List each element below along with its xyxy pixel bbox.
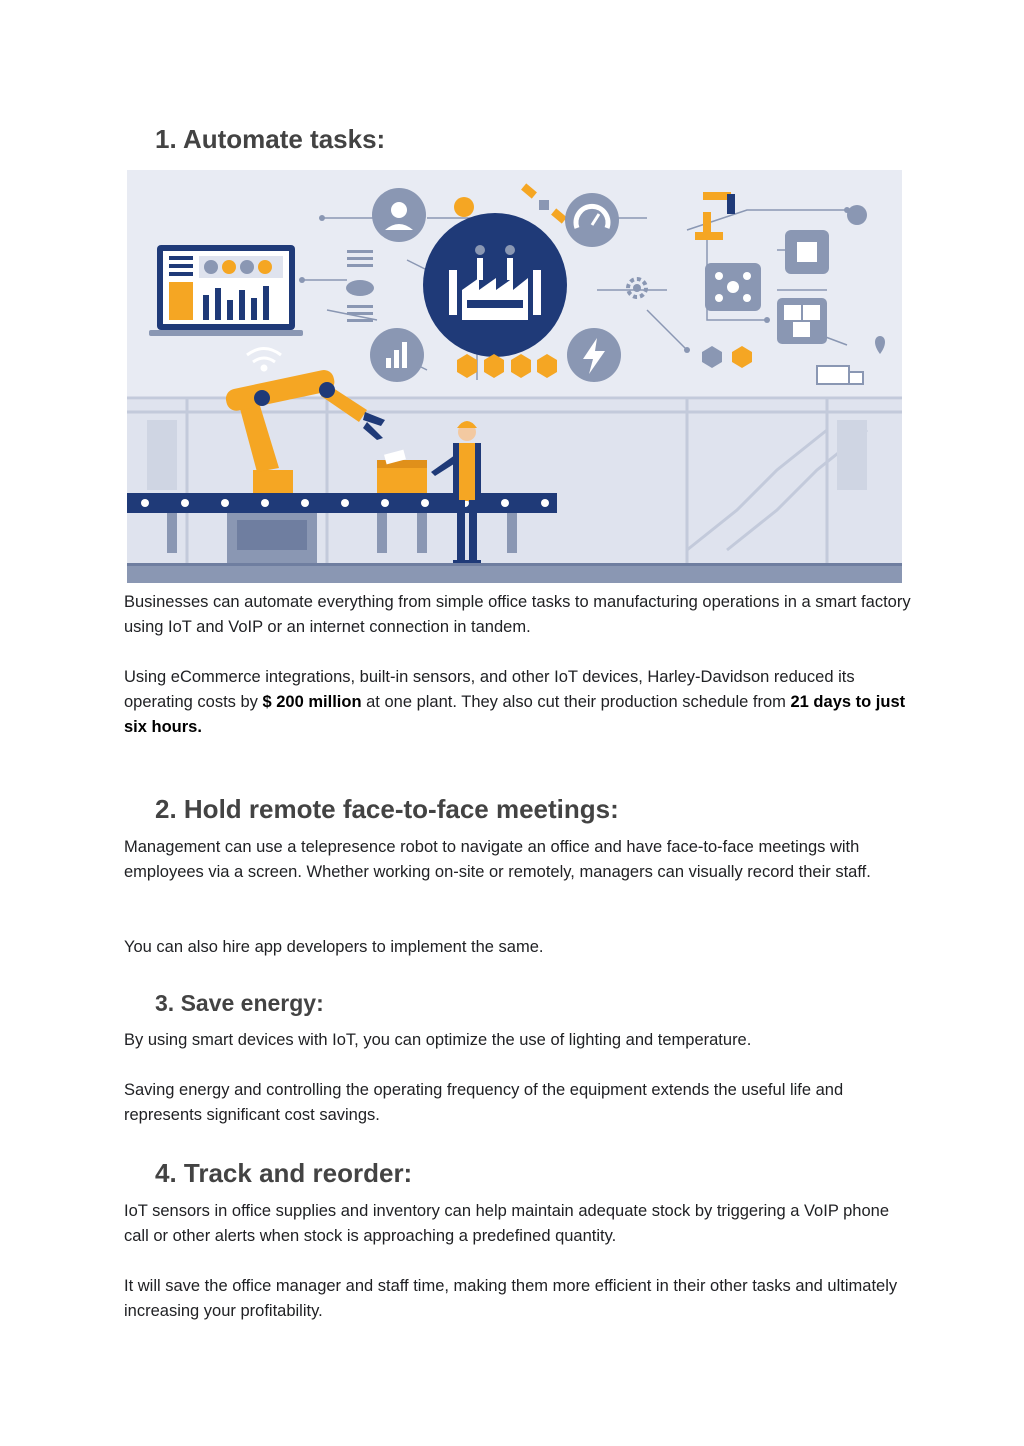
gauge-icon — [565, 193, 619, 247]
factory-icon — [423, 213, 567, 357]
section-2-paragraph-2: You can also hire app developers to implement the same. — [124, 938, 544, 956]
section-4-paragraph-2: It will save the office manager and staff time, making them more efficient in their other tasks and ultimately increasing your profitability. — [124, 1277, 898, 1320]
worker-icon — [372, 188, 426, 242]
section-3-heading: 3. Save energy: — [155, 990, 324, 1016]
network-icon — [705, 263, 761, 311]
section-1-paragraph-1: Businesses can automate everything from simple office tasks to manufacturing operations in a smart factory using IoT and VoIP or an internet connection in tandem. — [124, 593, 911, 636]
chart-icon — [370, 328, 424, 382]
production-schedule-figure: 21 days to just six hours. — [124, 693, 906, 736]
section-1-paragraph-2: Using eCommerce integrations, built-in sensors, and other IoT devices, Harley-Davidson reduced its operating costs by $ 200 million at one plant. They also cut their production schedule from 21 days to just six hours. — [124, 668, 906, 736]
section-3-paragraph-2: Saving energy and controlling the operating frequency of the equipment extends the useful life and represents significant cost savings. — [124, 1081, 844, 1124]
section-1-heading: 1. Automate tasks: — [155, 124, 386, 154]
section-2-paragraph-1: Management can use a telepresence robot to navigate an office and have face-to-face meetings with employees via a screen. Whether working on-site or remotely, managers can visually record their staff. — [124, 838, 871, 881]
lightning-icon — [567, 328, 621, 382]
section-4-heading: 4. Track and reorder: — [155, 1158, 413, 1188]
section-2-heading: 2. Hold remote face-to-face meetings: — [155, 794, 619, 824]
smart-factory-illustration — [127, 170, 902, 583]
boxes-icon — [777, 298, 827, 344]
chip-icon — [785, 230, 829, 274]
section-4-paragraph-1: IoT sensors in office supplies and inventory can help maintain adequate stock by triggering a VoIP phone call or other alerts when stock is approaching a predefined quantity. — [124, 1202, 889, 1245]
cost-savings-figure: $ 200 million — [262, 693, 362, 711]
section-3-paragraph-1: By using smart devices with IoT, you can optimize the use of lighting and temperature. — [124, 1031, 752, 1049]
